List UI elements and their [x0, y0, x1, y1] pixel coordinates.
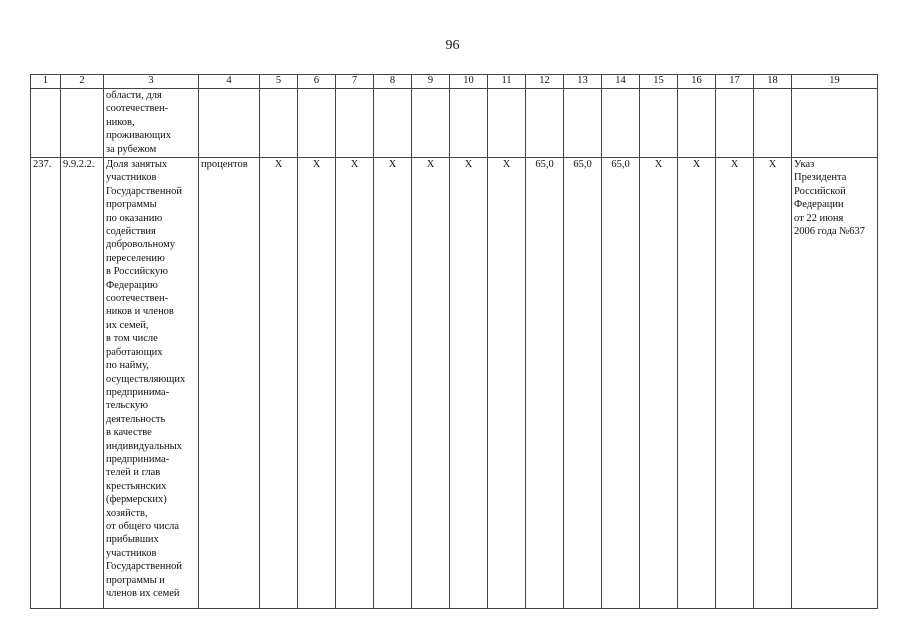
column-header: 17 [716, 75, 754, 89]
value-cell: Х [412, 158, 450, 609]
table-cell [412, 89, 450, 158]
source-document: Указ Президента Российской Федерации от 22 июня 2006 года №637 [792, 158, 878, 609]
column-header: 5 [260, 75, 298, 89]
column-header: 12 [526, 75, 564, 89]
table-cell [199, 89, 260, 158]
page-number: 96 [445, 38, 460, 53]
column-header: 11 [488, 75, 526, 89]
table-cell [336, 89, 374, 158]
column-header: 14 [602, 75, 640, 89]
indicator-name: Доля занятых участников Государственной программы по оказанию содействия добровольному переселению в Российскую Федерацию соотечествен- ников и членов их семей, в том числе работающих по найму, осуществляющих предпринима- тельскую деятельность в качестве индивидуальных предпринима- телей и глав крестьянских (фермерских) хозяйств, от общего числа прибывших участников Государственной программы и членов их семей [104, 158, 199, 609]
column-header: 10 [450, 75, 488, 89]
table-cell [640, 89, 678, 158]
table-cell [298, 89, 336, 158]
value-cell: Х [374, 158, 412, 609]
indicators-table [30, 74, 878, 609]
value-cell: 65,0 [526, 158, 564, 609]
table-cell [488, 89, 526, 158]
column-header: 4 [199, 75, 260, 89]
column-header: 8 [374, 75, 412, 89]
value-cell: Х [298, 158, 336, 609]
header-row [31, 75, 878, 89]
column-header: 3 [104, 75, 199, 89]
table-cell [678, 89, 716, 158]
table-row-237 [31, 158, 878, 609]
table-cell [260, 89, 298, 158]
table-cell [526, 89, 564, 158]
column-header: 1 [31, 75, 61, 89]
value-cell: Х [450, 158, 488, 609]
value-cell: Х [678, 158, 716, 609]
value-cell: Х [754, 158, 792, 609]
column-header: 2 [61, 75, 104, 89]
table-cell [716, 89, 754, 158]
unit-cell: процентов [199, 158, 260, 609]
table-cell [450, 89, 488, 158]
table-cell [564, 89, 602, 158]
column-header: 16 [678, 75, 716, 89]
value-cell: Х [488, 158, 526, 609]
table-cell [61, 89, 104, 158]
table-cell [31, 89, 61, 158]
column-header: 6 [298, 75, 336, 89]
value-cell: 65,0 [602, 158, 640, 609]
continuation-row [31, 89, 878, 158]
column-header: 13 [564, 75, 602, 89]
table-cell [792, 89, 878, 158]
column-header: 7 [336, 75, 374, 89]
value-cell: 65,0 [564, 158, 602, 609]
column-header: 9 [412, 75, 450, 89]
column-header: 18 [754, 75, 792, 89]
value-cell: Х [336, 158, 374, 609]
table-cell [602, 89, 640, 158]
column-header: 19 [792, 75, 878, 89]
value-cell: Х [716, 158, 754, 609]
value-cell: Х [640, 158, 678, 609]
indicator-code: 9.9.2.2. [61, 158, 104, 609]
column-header: 15 [640, 75, 678, 89]
row-number: 237. [31, 158, 61, 609]
indicator-name-continuation: области, для соотечествен- ников, проживающих за рубежом [104, 89, 199, 158]
table-cell [374, 89, 412, 158]
value-cell: Х [260, 158, 298, 609]
table-cell [754, 89, 792, 158]
